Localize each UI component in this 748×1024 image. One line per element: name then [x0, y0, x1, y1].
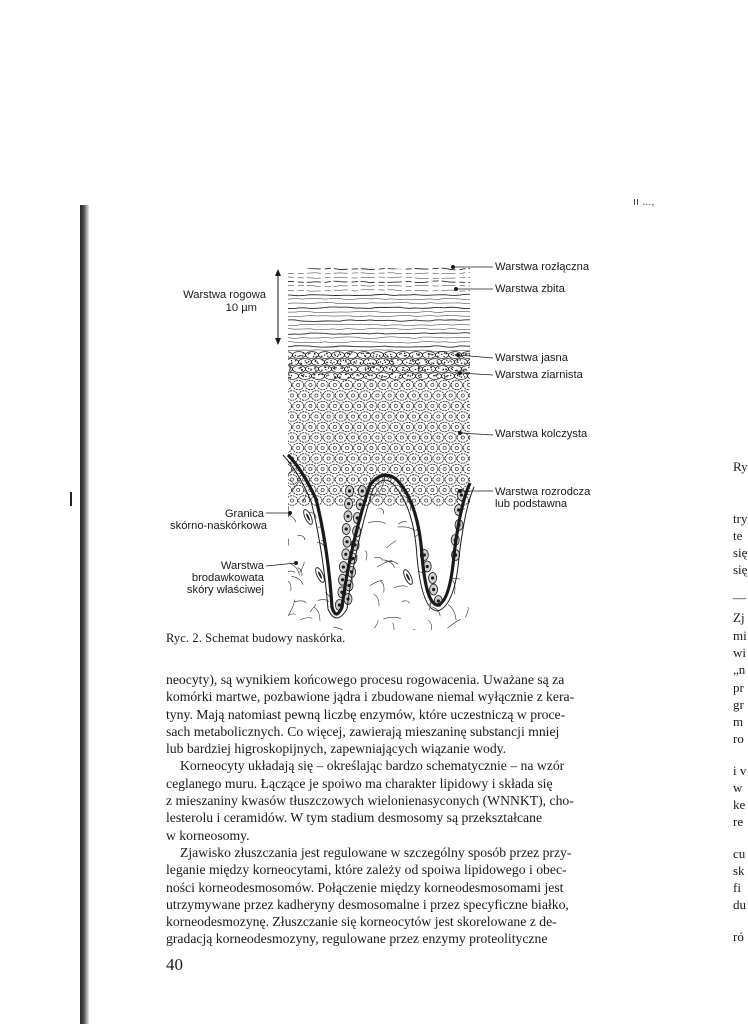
- label-warstwa-jasna: Warstwa jasna: [495, 352, 568, 364]
- label-granica: Granica: [224, 508, 264, 520]
- facing-page-fragment: w: [733, 780, 743, 795]
- scan-mark: [70, 492, 72, 506]
- facing-page-fragment: ró: [733, 929, 744, 944]
- facing-page-fragment: i v: [733, 763, 747, 778]
- label-warstwa-ziarnista: Warstwa ziarnista: [495, 369, 583, 381]
- scan-smudge: ıı ...,: [633, 196, 655, 208]
- figure-caption: Ryc. 2. Schemat budowy naskórka.: [166, 631, 346, 645]
- text-line: ceglanego muru. Łączące je spoiwo ma charakter lipidowy i składa się: [166, 775, 553, 791]
- text-line: komórki martwe, pozbawione jądra i zbudowane niemal wyłącznie z kera-: [166, 689, 575, 705]
- label-warstwa-kolczysta: Warstwa kolczysta: [495, 428, 588, 440]
- facing-page-fragment: m: [733, 714, 744, 729]
- label-warstwa-brodawkowata-1: Warstwa: [220, 560, 264, 572]
- paragraph: [166, 757, 596, 843]
- text-line: lub bardziej higroskopijnych, zapewniających wiązanie wody.: [166, 741, 507, 757]
- text-line: korneodesmozynę. Złuszczanie się korneocytów jest skorelowane z de-: [166, 914, 557, 930]
- label-warstwa-brodawkowata-2: brodawkowata: [191, 572, 264, 584]
- paragraph: [166, 844, 596, 948]
- facing-page-fragment: gr: [733, 697, 744, 712]
- body-text: [166, 671, 596, 948]
- text-line: utrzymywane przez kadheryny desmosomalne i przez specyficzne białko,: [166, 896, 569, 912]
- text-line: z mieszaniny kwasów tłuszczowych wielonienasyconych (WNNKT), cho-: [166, 793, 574, 809]
- paragraph: [166, 671, 596, 757]
- facing-page-fragment: się: [733, 562, 748, 577]
- text-line: sach metabolicznych. Co więcej, zawierają mieszaninę substancji mniej: [166, 723, 560, 739]
- facing-page-fragment: mi: [733, 628, 747, 643]
- facing-page-fragment: cu: [733, 846, 746, 861]
- label-skorno-naskorkowa: skórno-naskórkowa: [170, 520, 268, 532]
- page-number: 40: [166, 955, 183, 974]
- facing-page-fragment: wi: [733, 645, 746, 660]
- facing-page-fragment: te: [733, 528, 743, 543]
- facing-page-fragment: ke: [733, 797, 746, 812]
- label-skory-wlasciwej: skóry właściwej: [186, 584, 264, 596]
- facing-page-fragment: „n: [733, 662, 746, 677]
- facing-page-fragment: du: [733, 897, 746, 912]
- book-spine-shadow: [80, 205, 89, 1024]
- text-line: gradacją korneodesmozyny, regulowane przez enzymy proteolityczne: [166, 931, 548, 947]
- facing-page-fragment: ro: [733, 731, 744, 746]
- text-line: tyny. Mają natomiast pewną liczbę enzymów, które uczestniczą w proce-: [166, 706, 566, 722]
- facing-page-fragment: Zj: [733, 610, 745, 625]
- facing-page-fragment: Ry: [733, 459, 748, 474]
- facing-page-fragment: się: [733, 545, 748, 560]
- text-line: w korneosomy.: [166, 827, 250, 843]
- text-line: Korneocyty układają się – określając bardzo schematycznie – na wzór: [180, 758, 565, 774]
- facing-page-fragment: sk: [733, 863, 745, 878]
- text-line: neocyty), są wynikiem końcowego procesu rogowacenia. Uważane są za: [166, 672, 565, 687]
- epidermis-diagram: [170, 255, 640, 630]
- label-warstwa-rogowa: Warstwa rogowa: [183, 289, 266, 301]
- facing-page-fragment: fi: [733, 880, 741, 895]
- text-line: Zjawisko złuszczania jest regulowane w szczególny sposób przez przy-: [180, 844, 572, 860]
- facing-page-fragment: re: [733, 814, 744, 829]
- facing-page-fragment: pr: [733, 680, 744, 695]
- facing-page-fragment: —: [733, 590, 746, 605]
- label-lub-podstawna: lub podstawna: [495, 498, 568, 510]
- text-line: leganie między korneocytami, które zależy od spoiwa lipidowego i obec-: [166, 862, 567, 878]
- label-thickness: 10 µm: [225, 302, 257, 314]
- text-line: lesterolu i ceramidów. W tym stadium desmosomy są przekształcane: [166, 810, 543, 826]
- facing-page-fragment: try: [733, 511, 748, 526]
- label-warstwa-zbita: Warstwa zbita: [495, 283, 565, 295]
- text-line: ności korneodesmosomów. Połączenie między korneodesmosomami jest: [166, 879, 564, 895]
- label-warstwa-rozrodcza: Warstwa rozrodcza: [495, 486, 591, 498]
- label-warstwa-rozlaczna: Warstwa rozłączna: [495, 261, 590, 273]
